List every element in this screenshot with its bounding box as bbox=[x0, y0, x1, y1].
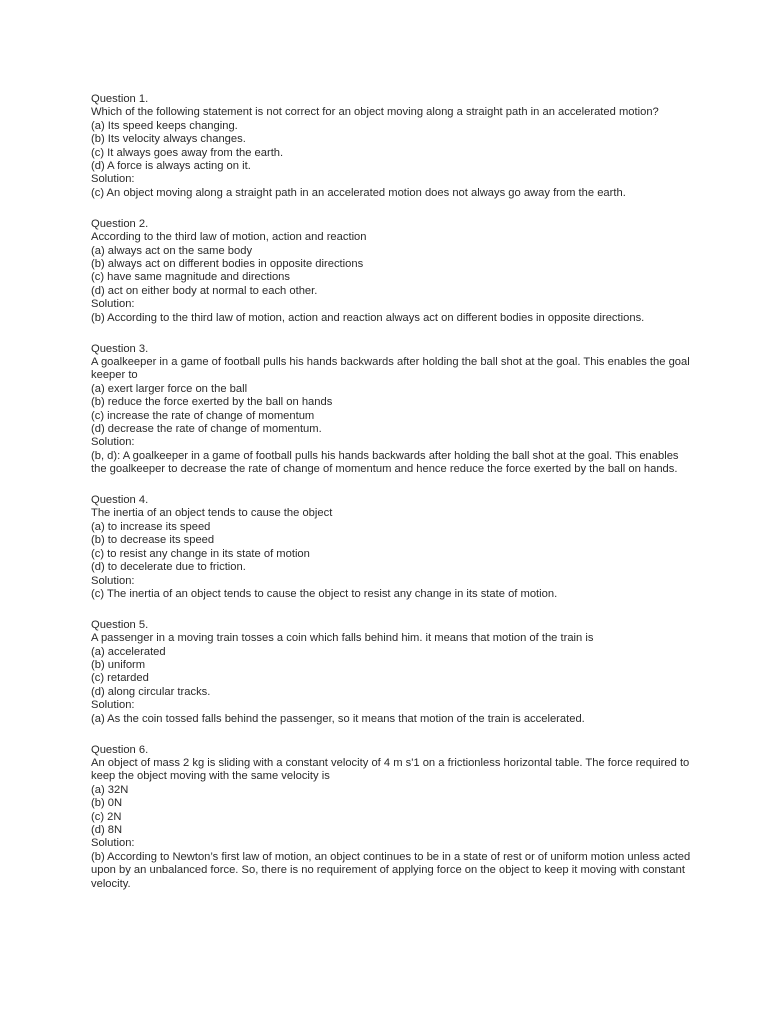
solution-text: (b) According to Newton’s first law of motion, an object continues to be in a state of rest or of uniform motion unless acted upon by an unbalanced force. So, there is no requirement of applying force on the object to keep it moving with constant velocity. bbox=[91, 850, 691, 890]
question-prompt: An object of mass 2 kg is sliding with a constant velocity of 4 m s'1 on a frictionless horizontal table. The force required to keep the object moving with the same velocity is bbox=[91, 756, 690, 783]
option-a: (a) always act on the same body bbox=[91, 244, 253, 257]
question-heading: Question 5. bbox=[91, 618, 149, 631]
option-c: (c) retarded bbox=[91, 672, 149, 685]
option-a: (a) Its speed keeps changing. bbox=[91, 119, 238, 132]
solution-text: (c) The inertia of an object tends to cause the object to resist any change in its state of motion. bbox=[91, 587, 558, 600]
question-block bbox=[91, 218, 691, 325]
solution-text: (c) An object moving along a straight path in an accelerated motion does not always go away from the earth. bbox=[91, 186, 626, 199]
solution-text: (a) As the coin tossed falls behind the passenger, so it means that motion of the train is accelerated. bbox=[91, 712, 585, 725]
option-d: (d) A force is always acting on it. bbox=[91, 160, 251, 173]
option-c: (c) to resist any change in its state of motion bbox=[91, 547, 310, 560]
question-prompt: According to the third law of motion, action and reaction bbox=[91, 231, 367, 244]
solution-label: Solution: bbox=[91, 173, 135, 186]
option-b: (b) Its velocity always changes. bbox=[91, 133, 246, 146]
solution-label: Solution: bbox=[91, 699, 135, 712]
question-block bbox=[91, 93, 691, 200]
question-heading: Question 3. bbox=[91, 342, 149, 355]
solution-label: Solution: bbox=[91, 574, 135, 587]
question-block bbox=[91, 619, 691, 726]
option-b: (b) uniform bbox=[91, 659, 146, 672]
question-heading: Question 2. bbox=[91, 217, 149, 230]
option-d: (d) decrease the rate of change of momentum. bbox=[91, 422, 322, 435]
option-d: (d) act on either body at normal to each other. bbox=[91, 284, 318, 297]
question-block bbox=[91, 343, 691, 477]
option-b: (b) reduce the force exerted by the ball on hands bbox=[91, 396, 333, 409]
option-a: (a) accelerated bbox=[91, 645, 166, 658]
solution-label: Solution: bbox=[91, 298, 135, 311]
question-heading: Question 4. bbox=[91, 494, 149, 507]
question-block bbox=[91, 494, 691, 601]
option-a: (a) exert larger force on the ball bbox=[91, 382, 248, 395]
solution-label: Solution: bbox=[91, 436, 135, 449]
question-block bbox=[91, 744, 691, 891]
question-prompt: Which of the following statement is not correct for an object moving along a straight path in an accelerated motion? bbox=[91, 106, 659, 119]
option-d: (d) 8N bbox=[91, 824, 123, 836]
solution-text: (b) According to the third law of motion, action and reaction always act on different bodies in opposite directions. bbox=[91, 311, 645, 324]
solution-label: Solution: bbox=[91, 837, 135, 850]
question-heading: Question 6. bbox=[91, 743, 149, 756]
question-heading: Question 1. bbox=[91, 93, 149, 105]
question-prompt: A passenger in a moving train tosses a coin which falls behind him. it means that motion of the train is bbox=[91, 632, 594, 645]
option-c: (c) have same magnitude and directions bbox=[91, 271, 290, 284]
question-list bbox=[91, 93, 691, 909]
option-c: (c) increase the rate of change of momentum bbox=[91, 409, 315, 422]
option-b: (b) 0N bbox=[91, 797, 123, 810]
option-d: (d) to decelerate due to friction. bbox=[91, 561, 246, 574]
option-a: (a) to increase its speed bbox=[91, 520, 211, 533]
option-d: (d) along circular tracks. bbox=[91, 685, 211, 698]
option-b: (b) to decrease its speed bbox=[91, 534, 215, 547]
option-c: (c) It always goes away from the earth. bbox=[91, 146, 284, 159]
option-b: (b) always act on different bodies in opposite directions bbox=[91, 257, 364, 270]
question-prompt: A goalkeeper in a game of football pulls his hands backwards after holding the ball shot at the goal. This enables the goal keeper to bbox=[91, 355, 690, 382]
question-prompt: The inertia of an object tends to cause the object bbox=[91, 507, 333, 520]
solution-text: (b, d): A goalkeeper in a game of football pulls his hands backwards after holding the ball shot at the goal. This enables the goalkeeper to decrease the rate of change of momentum and hence reduce the force exerted by the ball on hands. bbox=[91, 449, 679, 476]
option-c: (c) 2N bbox=[91, 810, 122, 823]
option-a: (a) 32N bbox=[91, 783, 129, 796]
